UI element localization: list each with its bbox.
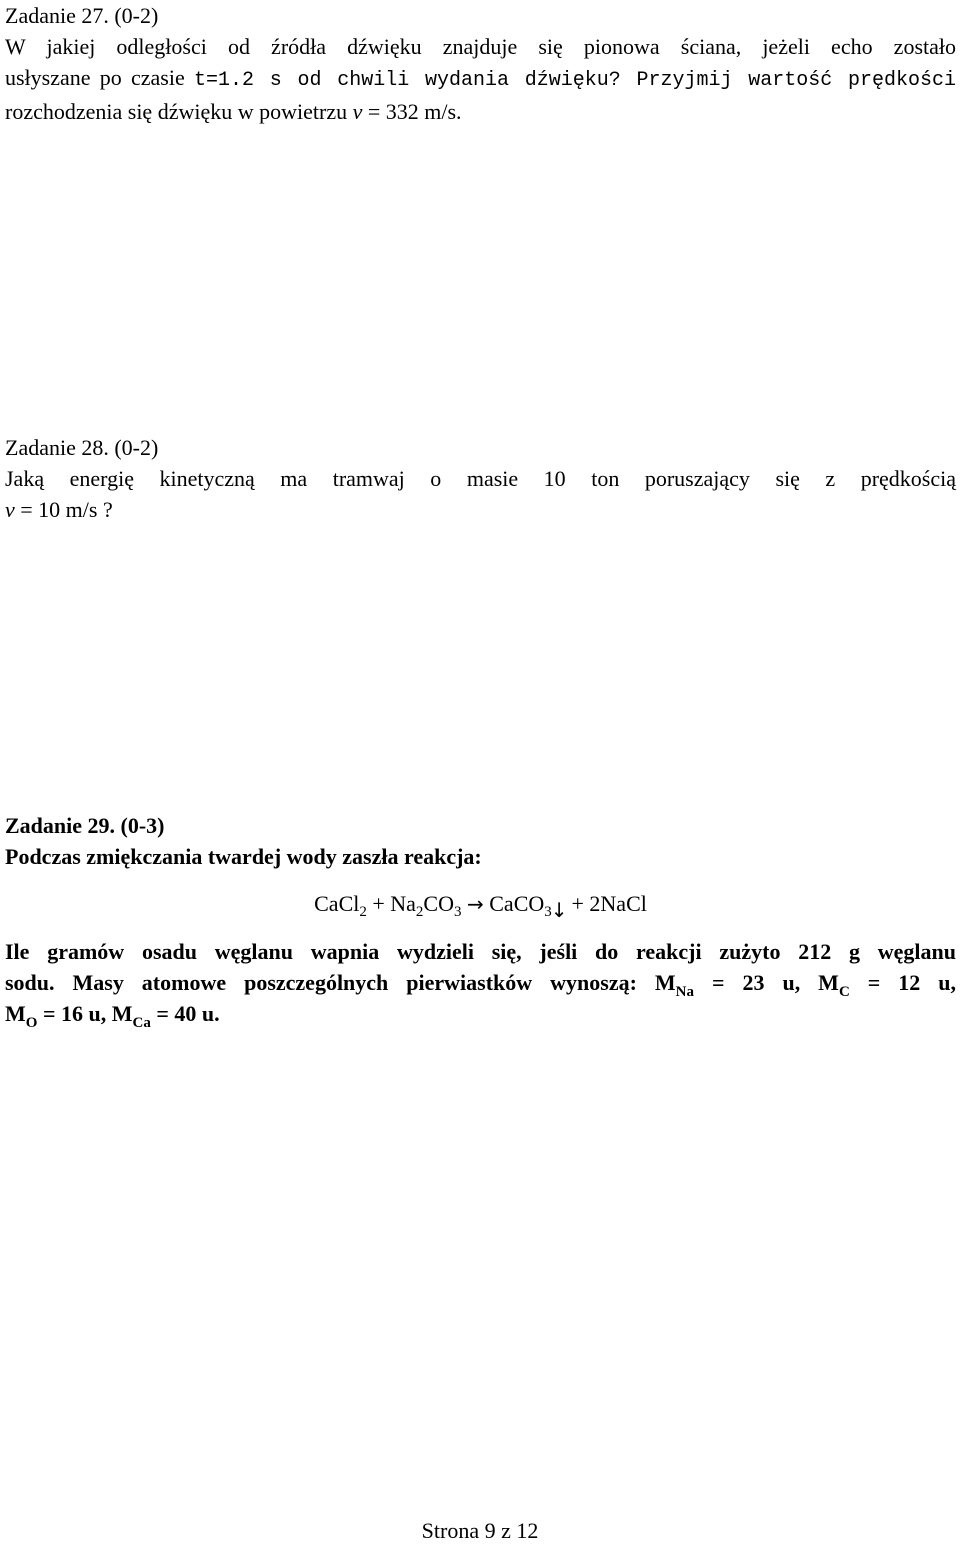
- task-28-title: Zadanie 28. (0-2): [5, 435, 159, 460]
- task-27-title: Zadanie 27. (0-2): [5, 3, 159, 28]
- task-28-line-2-text: = 10 m/s ?: [14, 497, 113, 522]
- task-28-line-1: Jaką energię kinetyczną ma tramwaj o masie 10 ton poruszający się z prędkością: [5, 466, 956, 491]
- task-29-question-line-3: $M_O = 16$ u, $M_{Ca} = 40$ u.: [5, 1001, 220, 1031]
- task-27-line-1: W jakiej odległości od źródła dźwięku znajduje się pionowa ściana, jeżeli echo zostało: [5, 34, 956, 59]
- task-29: [5, 810, 956, 1029]
- task-28: [5, 432, 956, 525]
- reaction-equation: [5, 888, 956, 926]
- task-27-line-2-part-c: Przyjmij wartość prędkości: [620, 69, 956, 92]
- equation-reactant-cacl2: CaCl$_2$: [314, 891, 367, 920]
- equation-product-nacl: + 2NaCl: [571, 891, 647, 916]
- page-number: Strona 9 z 12: [421, 1518, 539, 1543]
- task-27-line-2: [5, 62, 956, 96]
- task-29-intro: Podczas zmiękczania twardej wody zaszła reakcja:: [5, 844, 482, 869]
- task-28-line-2: [5, 494, 956, 525]
- task-27-line-3: [5, 96, 956, 127]
- equation-product-caco3: CaCO$_3$: [483, 891, 552, 920]
- task-27-line-3-part-a: rozchodzenia się dźwięku w powietrzu: [5, 99, 353, 124]
- velocity-symbol: v: [5, 497, 15, 522]
- task-27: [5, 0, 956, 127]
- task-27-line-2-part-a: usłyszane po czasie: [5, 65, 194, 90]
- equation-reactant-na2co3: + $Na_2CO_3$: [366, 891, 462, 920]
- task-29-question-line-2: sodu. Masy atomowe poszczególnych pierwiastków wynoszą: $M_{Na} = 23$ u, $M_C = 12$ u,: [5, 970, 956, 1000]
- velocity-symbol: v: [352, 99, 363, 124]
- precipitate-arrow-icon: ↓: [550, 898, 568, 922]
- task-29-title: Zadanie 29. (0-3): [5, 813, 165, 838]
- task-29-question-line-1: Ile gramów osadu węglanu wapnia wydzieli się, jeśli do reakcji zużyto 212 g węglanu: [5, 939, 956, 964]
- task-27-line-2-part-b: t=1.2 s od chwili wydania dźwięku?: [193, 69, 621, 92]
- task-27-line-3-part-b: = 332 m/s.: [362, 99, 462, 124]
- reaction-arrow-icon: →: [466, 892, 484, 916]
